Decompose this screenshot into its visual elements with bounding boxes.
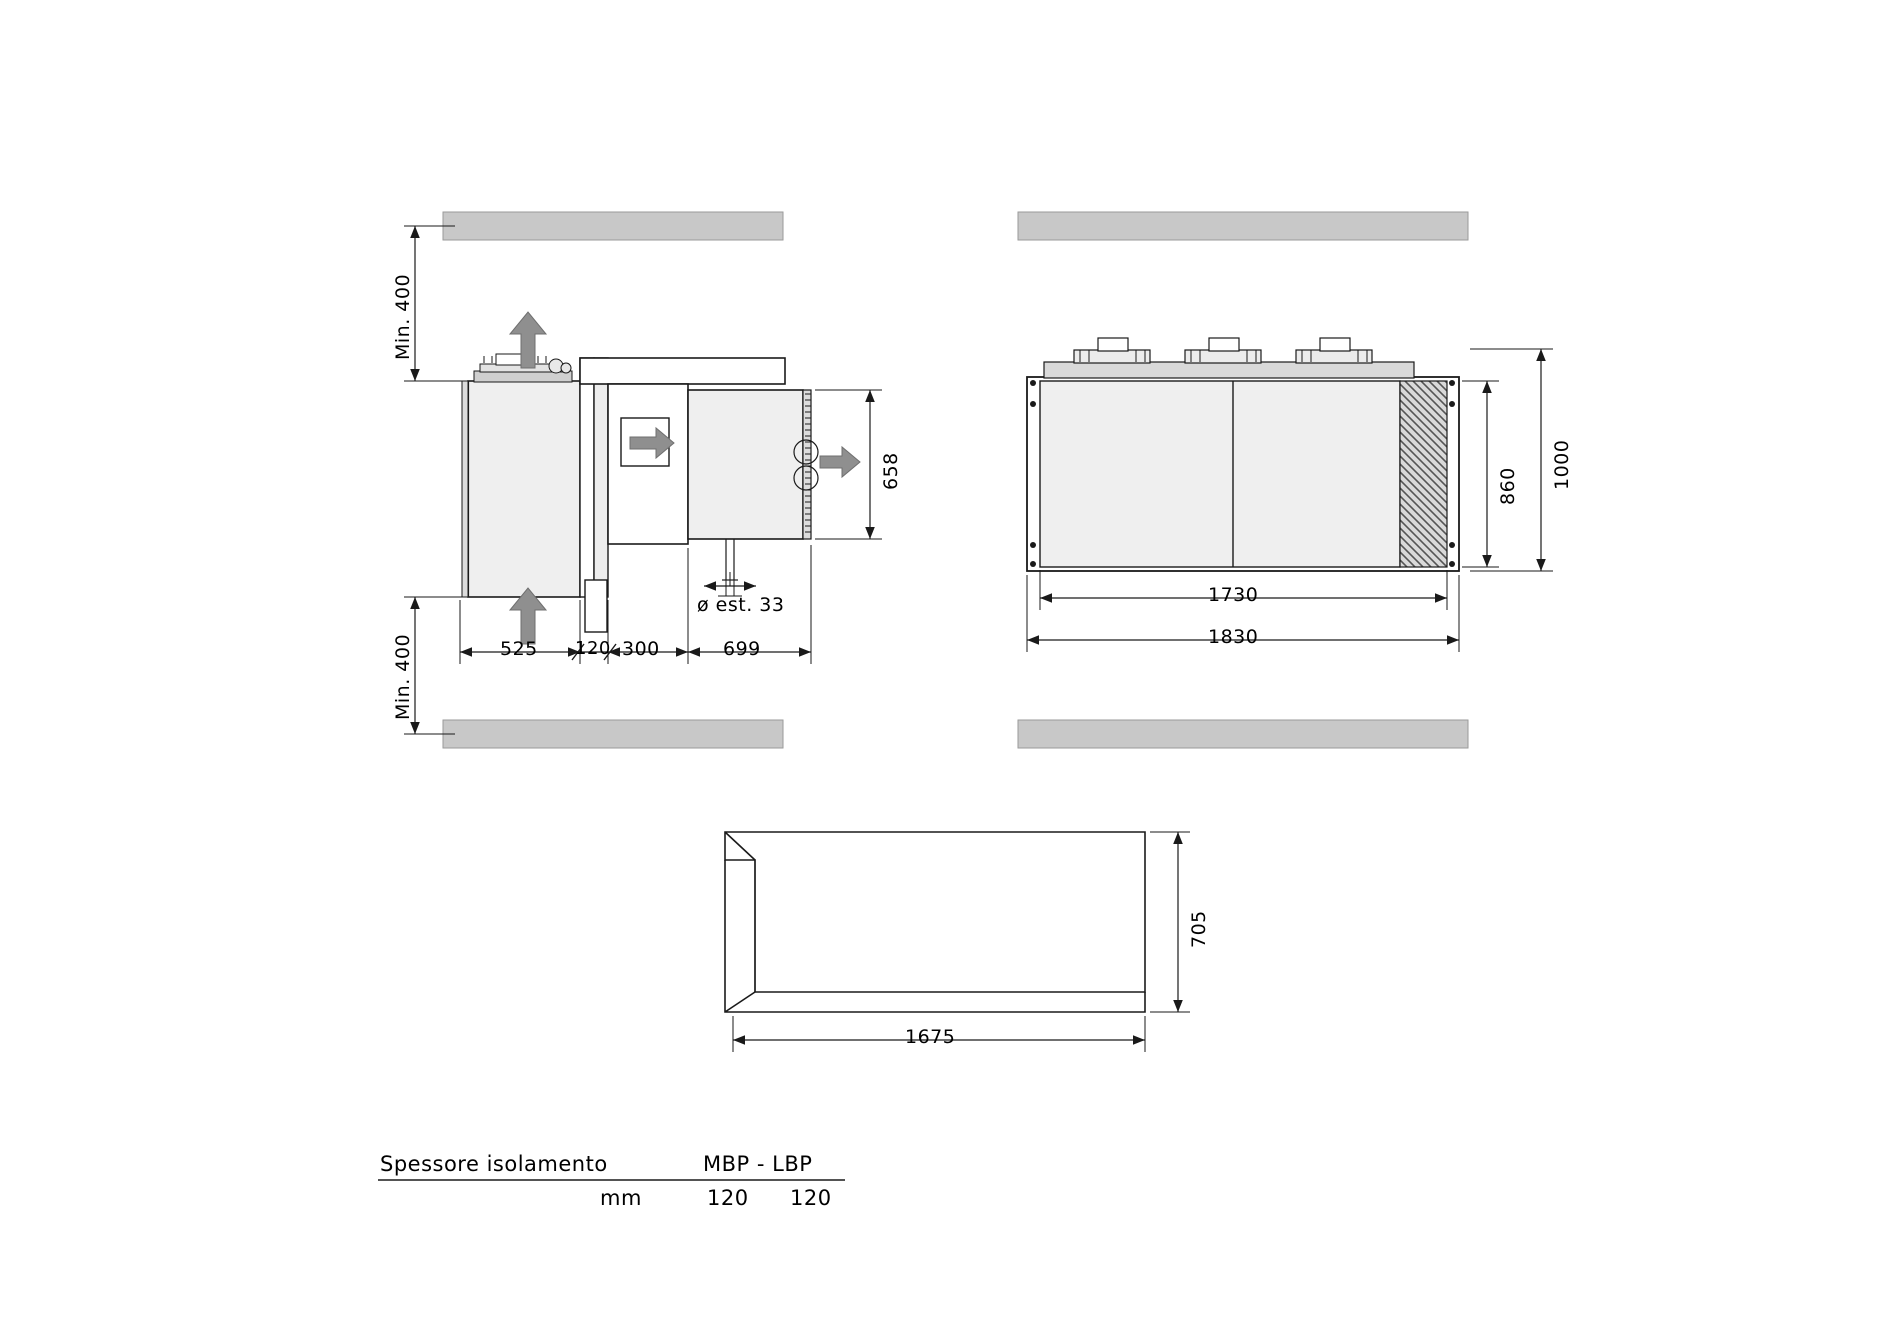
front-panel <box>1040 381 1400 567</box>
front-ceiling-wall <box>1018 212 1468 240</box>
label-dim-525: 525 <box>500 638 538 660</box>
drain-column <box>585 580 607 632</box>
front-floor-wall <box>1018 720 1468 748</box>
label-dim-1000: 1000 <box>1551 439 1573 490</box>
spec-table-unit: mm <box>600 1186 642 1210</box>
dim-705-extensions <box>1150 832 1190 1012</box>
label-dim-300: 300 <box>622 638 660 660</box>
evaporator-body <box>468 381 580 597</box>
ceiling-wall <box>443 212 783 240</box>
label-dim-699: 699 <box>723 638 761 660</box>
label-dim-120: 120 <box>575 638 611 659</box>
airflow-arrow-right-outer <box>820 447 860 477</box>
label-dim-1675: 1675 <box>905 1026 956 1048</box>
floor-wall <box>443 720 783 748</box>
label-dim-705: 705 <box>1188 910 1210 948</box>
spec-table-columns: MBP - LBP <box>703 1152 813 1176</box>
label-dim-658: 658 <box>880 452 902 490</box>
spec-table-row-label: Spessore isolamento <box>380 1152 608 1176</box>
side-view-group <box>404 212 882 748</box>
label-pipe-diameter: ø est. 33 <box>697 594 785 616</box>
evaporator-back-plate <box>462 381 468 597</box>
top-cap-plate <box>580 358 785 384</box>
label-dim-1730: 1730 <box>1208 584 1259 606</box>
front-top-hoods <box>1044 338 1414 378</box>
spec-table-value-lbp: 120 <box>790 1186 832 1210</box>
label-clearance-top: Min. 400 <box>392 273 414 360</box>
label-dim-1830: 1830 <box>1208 626 1259 648</box>
label-dim-860: 860 <box>1497 467 1519 505</box>
bracket-view-group <box>725 832 1190 1052</box>
wall-insulation <box>580 358 594 597</box>
label-clearance-bottom: Min. 400 <box>392 633 414 720</box>
front-view-group <box>1018 212 1553 748</box>
spec-table-value-mbp: 120 <box>707 1186 749 1210</box>
wall-insulation-2 <box>594 358 608 597</box>
bracket-outline <box>725 832 1145 992</box>
dim-860-extensions <box>1462 381 1499 567</box>
drain-pipe <box>718 539 742 596</box>
condenser-body <box>688 390 803 539</box>
front-grille <box>1400 381 1447 567</box>
